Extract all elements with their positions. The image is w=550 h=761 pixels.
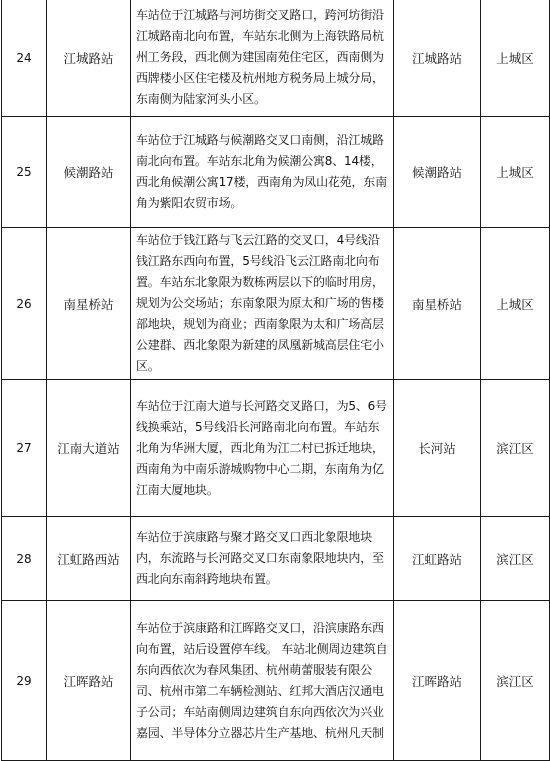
station-name: 江城路站 xyxy=(47,0,131,117)
station-description: 车站位于钱江路与飞云江路的交叉口，4号线沿钱江路东西向布置，5号线沿飞云江路南北向布置。车站东北象限为数栋两层以下的临时用房，规划为公交场站；东南象限为原太和广场的售楼部地块，规划为商业；西南象限为太和广场高层公建群、西北象限为新建的凤凰新城高层住宅小区。 xyxy=(131,228,394,380)
row-number: 28 xyxy=(2,517,47,601)
interchange-station: 江城路站 xyxy=(394,0,481,117)
station-table xyxy=(1,0,550,761)
station-description: 车站位于滨康路与聚才路交叉口西北象限地块内，东流路与长河路交叉口东南象限地块内，至西北向东南斜跨地块布置。 xyxy=(131,517,394,601)
station-name: 江南大道站 xyxy=(47,380,131,517)
interchange-station: 江晖路站 xyxy=(394,601,481,761)
district: 上城区 xyxy=(481,117,550,228)
station-name: 江虹路西站 xyxy=(47,517,131,601)
station-description: 车站位于江城路与候潮路交叉口南侧，沿江城路南北向布置。车站东北角为候潮公寓8、14楼，西北角候潮公寓17楼，西南角为凤山花苑，东南角为紫阳农贸市场。 xyxy=(131,117,394,228)
station-description: 车站位于江城路与河坊街交叉路口，跨河坊街沿江城路南北向布置，车站东北侧为上海铁路局杭州工务段，西北侧为建国南苑住宅区，西南侧为西牌楼小区住宅楼及杭州地方税务局上城分局，东南侧为陆家河头小区。 xyxy=(131,0,394,117)
interchange-station: 江虹路站 xyxy=(394,517,481,601)
station-description: 车站位于江南大道与长河路交叉路口，为5、6号线换乘站，5号线沿长河路南北向布置。车站东北角为华洲大厦，西北角为江二村已拆迁地块，西南角为中南乐游城购物中心二期，东南角为亿江南大厦地块。 xyxy=(131,380,394,517)
row-number: 24 xyxy=(2,0,47,117)
table-row xyxy=(2,228,550,380)
interchange-station: 长河站 xyxy=(394,380,481,517)
row-number: 29 xyxy=(2,601,47,761)
station-description: 车站位于滨康路和江晖路交叉口，沿滨康路东西向布置，站后设置停车线。 车站北侧周边建筑自东向西依次为春风集团、杭州萌蕾服装有限公司、杭州市第二车辆检测站、红邦大酒店汉通电子公司；车站南侧周边建筑自东向西依次为兴业嘉园、半导体分立器芯片生产基地、杭州凡天制 xyxy=(131,601,394,761)
interchange-station: 南星桥站 xyxy=(394,228,481,380)
table-row xyxy=(2,601,550,761)
district: 上城区 xyxy=(481,0,550,117)
table-row xyxy=(2,517,550,601)
row-number: 26 xyxy=(2,228,47,380)
table-row xyxy=(2,117,550,228)
station-name: 南星桥站 xyxy=(47,228,131,380)
district: 上城区 xyxy=(481,228,550,380)
station-name: 候潮路站 xyxy=(47,117,131,228)
table-row xyxy=(2,0,550,117)
district: 滨江区 xyxy=(481,601,550,761)
station-name: 江晖路站 xyxy=(47,601,131,761)
interchange-station: 候潮路站 xyxy=(394,117,481,228)
row-number: 27 xyxy=(2,380,47,517)
row-number: 25 xyxy=(2,117,47,228)
table-row xyxy=(2,380,550,517)
district: 滨江区 xyxy=(481,380,550,517)
district: 滨江区 xyxy=(481,517,550,601)
